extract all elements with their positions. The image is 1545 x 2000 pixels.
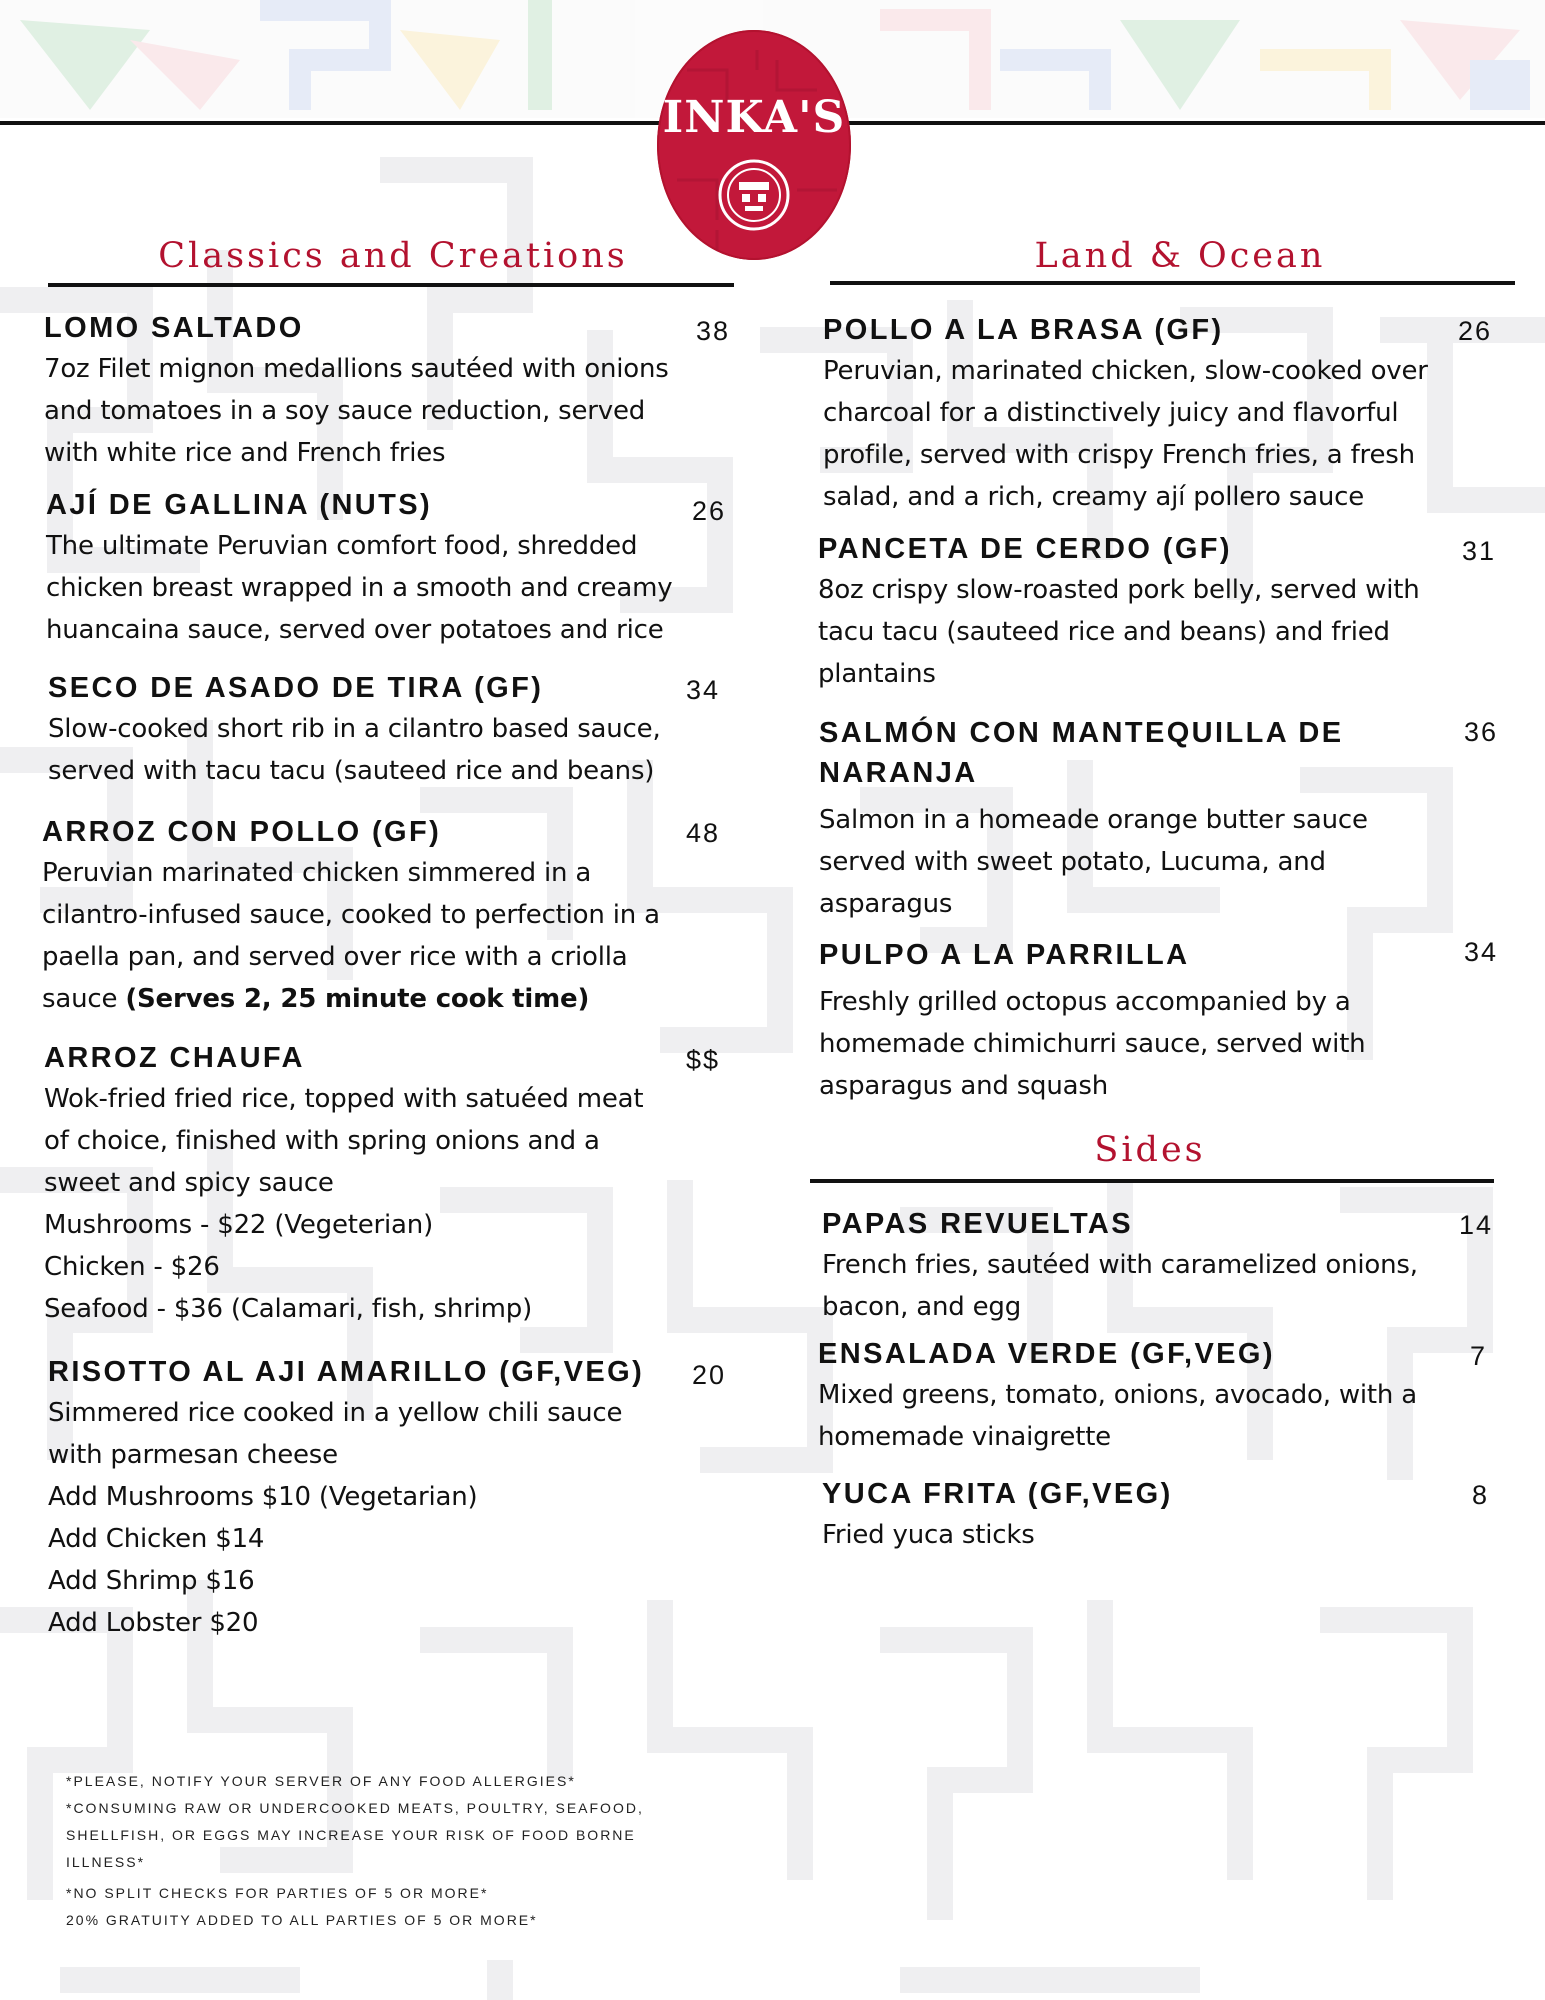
item-price: 7: [1470, 1341, 1488, 1371]
section-title-sides: Sides: [1094, 1130, 1206, 1170]
item-description: 8oz crispy slow-roasted pork belly, served with tacu tacu (sauteed rice and beans) and fried plantains: [818, 575, 1420, 689]
menu-item-arroz-con-pollo: [42, 812, 732, 1020]
menu-item-pulpo: [819, 935, 1509, 1107]
item-name: ARROZ CHAUFA: [44, 1042, 305, 1074]
item-description: Peruvian, marinated chicken, slow-cooked over charcoal for a distinctively juicy and flavorful profile, served with crispy French fries, a fresh salad, and a rich, creamy ají pollero sauce: [823, 356, 1428, 512]
item-name: SALMÓN CON MANTEQUILLA DE: [819, 717, 1344, 749]
note-allergies: *PLEASE, NOTIFY YOUR SERVER OF ANY FOOD ALLERGIES*: [66, 1773, 576, 1789]
menu-item-yuca-frita: [822, 1474, 1512, 1556]
restaurant-logo: [657, 30, 851, 260]
item-name: ENSALADA VERDE (GF,VEG): [818, 1338, 1275, 1370]
item-description: Mixed greens, tomato, onions, avocado, with a homemade vinaigrette: [818, 1380, 1417, 1452]
menu-item-pollo-a-la-brasa: [823, 310, 1513, 518]
menu-item-seco-de-asado: [48, 668, 728, 792]
item-description: Simmered rice cooked in a yellow chili sauce with parmesan cheese Add Mushrooms $10 (Vegetarian) Add Chicken $14 Add Shrimp $16 Add Lobster $20: [48, 1398, 623, 1638]
footer-notes: [66, 1768, 644, 1934]
item-price: 26: [1458, 316, 1493, 346]
note-raw-warning: *CONSUMING RAW OR UNDERCOOKED MEATS, POULTRY, SEAFOOD,: [66, 1800, 644, 1816]
note-raw-warning-cont: SHELLFISH, OR EGGS MAY INCREASE YOUR RISK OF FOOD BORNE: [66, 1827, 636, 1843]
item-price: 36: [1464, 717, 1499, 747]
item-name: PANCETA DE CERDO (GF): [818, 533, 1232, 565]
item-description: Wok-fried fried rice, topped with satuéed meat of choice, finished with spring onions and a sweet and spicy sauce Mushrooms - $22 (Vegeterian) Chicken - $26 Seafood - $36 (Calamari, fish, shrimp): [44, 1084, 644, 1324]
item-description: Peruvian marinated chicken simmered in a cilantro-infused sauce, cooked to perfection in a paella pan, and served over rice with a criolla sauce (Serves 2, 25 minute cook time): [42, 858, 660, 1014]
menu-item-papas-revueltas: [822, 1204, 1512, 1328]
section-title-classics: Classics and Creations: [158, 236, 628, 276]
item-price: 31: [1462, 536, 1497, 566]
item-price: 34: [1464, 937, 1499, 967]
menu-item-panceta-de-cerdo: [818, 529, 1508, 695]
item-price: 38: [696, 316, 731, 346]
item-name: ARROZ CON POLLO (GF): [42, 816, 442, 848]
item-price: $$: [686, 1045, 721, 1075]
note-split-checks: *NO SPLIT CHECKS FOR PARTIES OF 5 OR MORE*: [66, 1885, 489, 1901]
menu-item-aji-de-gallina: [46, 485, 726, 651]
note-gratuity: 20% GRATUITY ADDED TO ALL PARTIES OF 5 OR MORE*: [66, 1912, 538, 1928]
item-name: PULPO A LA PARRILLA: [819, 939, 1190, 971]
item-description: Freshly grilled octopus accompanied by a homemade chimichurri sauce, served with asparagus and squash: [819, 987, 1366, 1101]
item-price: 34: [686, 675, 721, 705]
item-name: RISOTTO AL AJI AMARILLO (GF,VEG): [48, 1356, 645, 1388]
item-name: POLLO A LA BRASA (GF): [823, 314, 1224, 346]
menu-item-arroz-chaufa: [44, 1038, 734, 1330]
item-name: YUCA FRITA (GF,VEG): [822, 1478, 1173, 1510]
item-name-line-2: NARANJA: [819, 757, 978, 789]
item-name: AJÍ DE GALLINA (NUTS): [46, 489, 433, 521]
item-description: Fried yuca sticks: [822, 1520, 1035, 1550]
logo-text: INKA'S: [662, 92, 846, 143]
note-raw-warning-end: ILLNESS*: [66, 1854, 146, 1870]
item-price: 48: [686, 818, 721, 848]
item-description: Slow-cooked short rib in a cilantro based sauce, served with tacu tacu (sauteed rice and beans): [48, 714, 661, 786]
item-description: 7oz Filet mignon medallions sautéed with onions and tomatoes in a soy sauce reduction, served with white rice and French fries: [44, 354, 669, 468]
section-rule-sides: [810, 1179, 1494, 1183]
menu-item-risotto: [48, 1352, 748, 1644]
section-rule-land-ocean: [830, 281, 1515, 285]
section-title-land-ocean: Land & Ocean: [1034, 236, 1326, 276]
item-price: 14: [1459, 1210, 1494, 1240]
item-name: LOMO SALTADO: [44, 312, 304, 344]
cook-time-note: (Serves 2, 25 minute cook time): [125, 984, 590, 1014]
menu-item-lomo-saltado: [44, 308, 724, 474]
item-description: French fries, sautéed with caramelized onions, bacon, and egg: [822, 1250, 1418, 1322]
item-name: PAPAS REVUELTAS: [822, 1208, 1133, 1240]
logo-emblem-icon: [657, 30, 851, 260]
item-price: 20: [692, 1360, 727, 1390]
menu-item-ensalada-verde: [818, 1334, 1508, 1458]
item-description: Salmon in a homeade orange butter sauce served with sweet potato, Lucuma, and asparagus: [819, 805, 1368, 919]
item-price: 26: [692, 496, 727, 526]
item-price: 8: [1472, 1480, 1490, 1510]
item-name: SECO DE ASADO DE TIRA (GF): [48, 672, 544, 704]
item-description: The ultimate Peruvian comfort food, shredded chicken breast wrapped in a smooth and creamy huancaina sauce, served over potatoes and rice: [46, 531, 673, 645]
section-rule-classics: [48, 283, 734, 287]
menu-item-salmon: [819, 713, 1509, 925]
